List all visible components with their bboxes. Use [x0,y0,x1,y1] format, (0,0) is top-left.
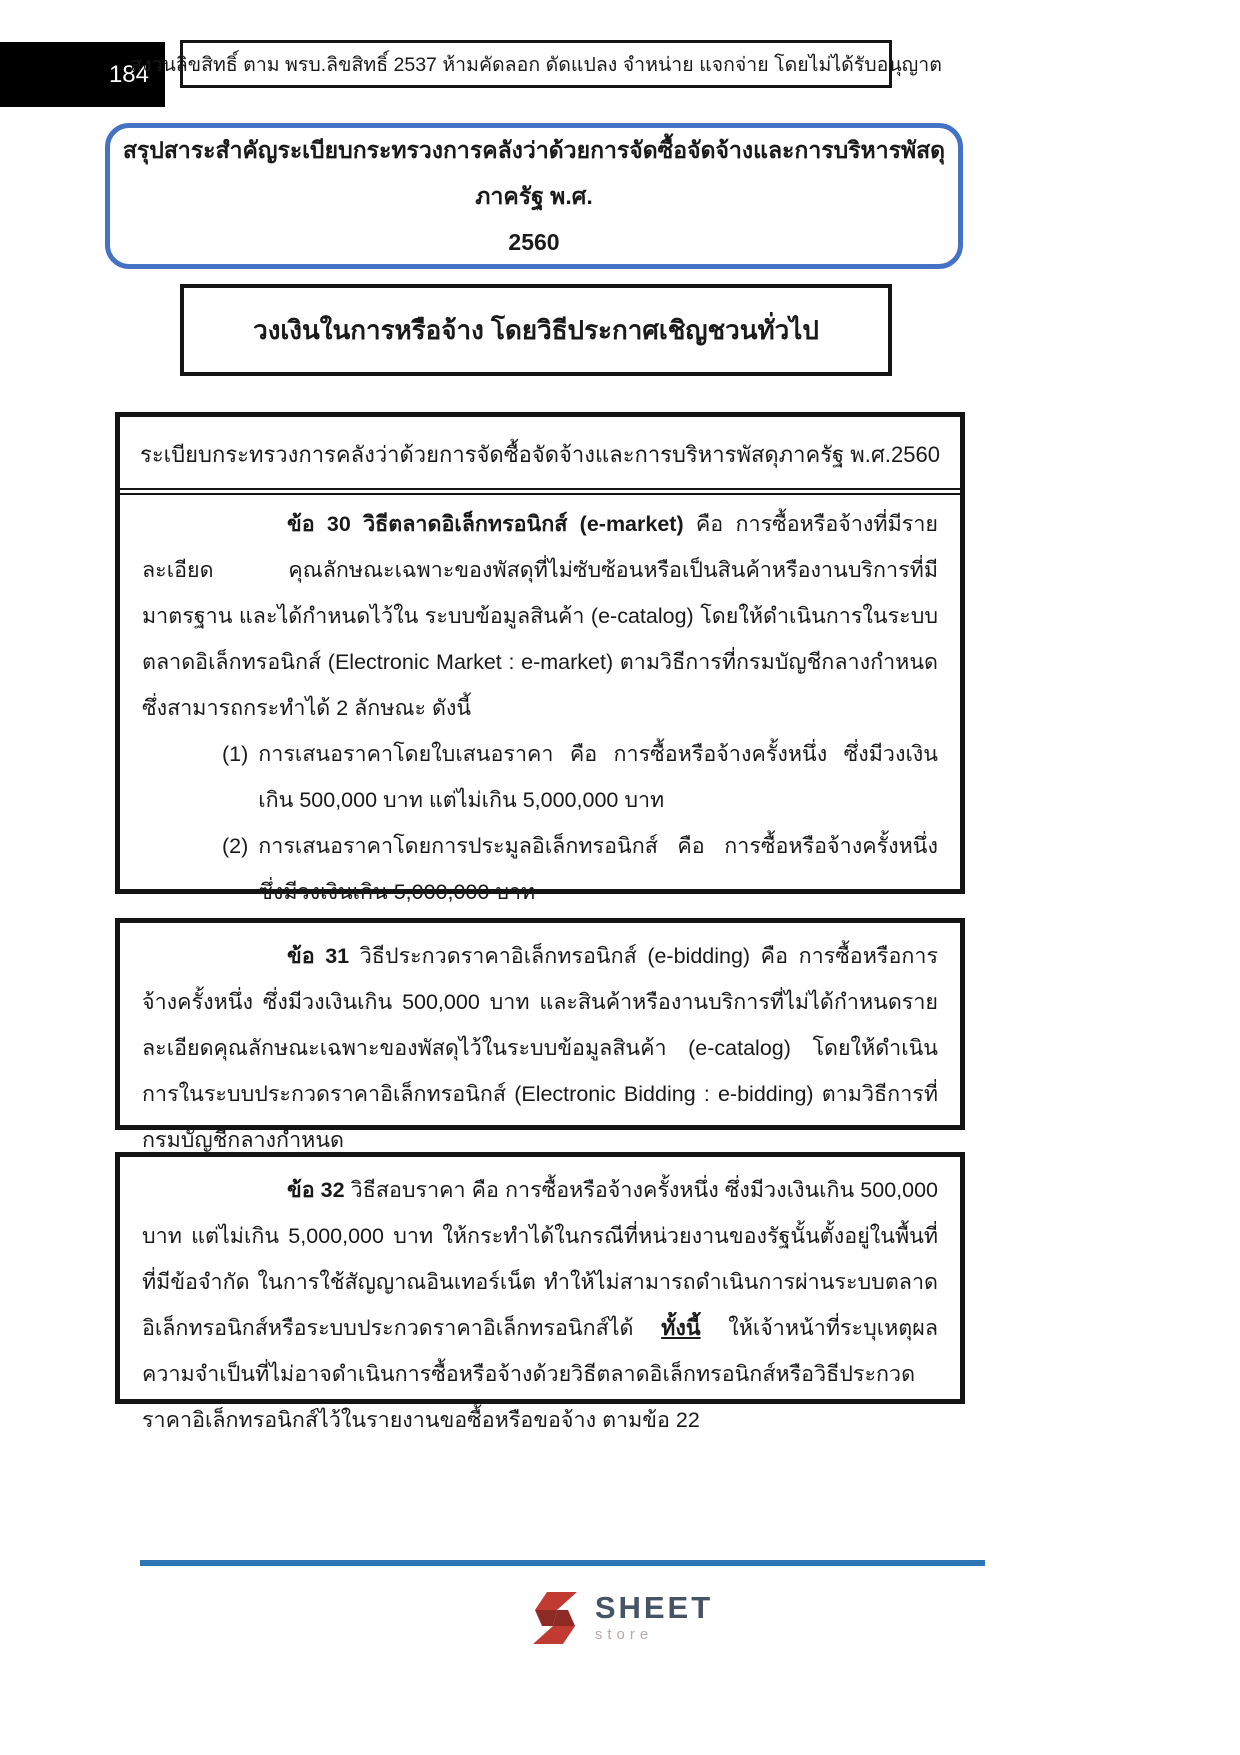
section-31-box [115,918,965,1152]
section-30-text: คือ การซื้อหรือจ้างที่มีรายละเอียด คุณลักษณะเฉพาะของพัสดุที่ไม่ซับซ้อนหรือเป็นสินค้าหรืองานบริการที่มีมาตรฐาน และได้กำหนดไว้ใน ระบบข้อมูลสินค้า (e-catalog) โดยให้ดำเนินการในระบบตลาดอิเล็กทรอนิกส์ (Electronic Market : e-market) ตามวิธีการที่กรมบัญชีกลางกำหนด ซึ่งสามารถกระทำได้ 2 ลักษณะ ดังนี้ [142,512,938,720]
summary-title-line2: 2560 [508,229,560,255]
section-32-box [115,1152,965,1432]
logo-subtext: store [594,1626,654,1643]
section-30-paragraph [142,501,938,731]
section-31-body [120,923,960,1163]
section-32-lead: ข้อ 32 [287,1178,345,1202]
section-32-emphasis: ทั้งนี้ [661,1316,701,1340]
logo-wordmark: SHEET [594,1590,714,1625]
list-item [222,823,938,915]
section-30-lead: ข้อ 30 วิธีตลาดอิเล็กทรอนิกส์ (e-market) [287,512,684,536]
section-32-body [120,1157,960,1443]
page-number: 184 [108,60,149,88]
sheet-store-logo [0,1588,1240,1648]
topic-title-box [180,284,892,376]
section-30-box [115,412,965,904]
section-32-paragraph [142,1167,938,1443]
section-30-body [120,495,960,915]
section-30-list [142,731,938,915]
regulation-header: ระเบียบกระทรวงการคลังว่าด้วยการจัดซื้อจัดจ้างและการบริหารพัสดุภาครัฐ พ.ศ.2560 [120,417,960,495]
section-31-text: วิธีประกวดราคาอิเล็กทรอนิกส์ (e-bidding) คือ การซื้อหรือการจ้างครั้งหนึ่ง ซึ่งมีวงเงินเกิน 500,000 บาท และสินค้าหรืองานบริการที่ไม่ได้กำหนดรายละเอียดคุณลักษณะเฉพาะของพัสดุไว้ในระบบข้อมูลสินค้า (e-catalog) โดยให้ดำเนินการในระบบประกวดราคาอิเล็กทรอนิกส์ (Electronic Bidding : e-bidding) ตามวิธีการที่กรมบัญชีกลางกำหนด [142,944,938,1152]
logo-text-block [595,1592,713,1644]
section-32-text-after: ให้เจ้าหน้าที่ระบุเหตุผลความจำเป็นที่ไม่อาจดำเนินการซื้อหรือจ้างด้วยวิธีตลาดอิเล็กทรอนิกส์หรือวิธีประกวดราคาอิเล็กทรอนิกส์ไว้ในรายงานขอซื้อหรือขอจ้าง ตามข้อ 22 [142,1316,938,1432]
s-ribbon-icon [527,1588,583,1648]
footer-divider [140,1560,985,1566]
summary-title-box [105,123,963,269]
topic-title-text: วงเงินในการหรือจ้าง โดยวิธีประกาศเชิญชวนทั่วไป [253,314,819,345]
list-item-text: การเสนอราคาโดยการประมูลอิเล็กทรอนิกส์ คือ การซื้อหรือจ้างครั้งหนึ่ง ซึ่งมีวงเงินเกิน 5,000,000 บาท [258,834,938,904]
list-item [222,731,938,823]
copyright-notice-box [130,40,942,88]
section-31-lead: ข้อ 31 [287,944,350,968]
section-31-paragraph [142,933,938,1163]
summary-title-line1: สรุปสาระสำคัญระเบียบกระทรวงการคลังว่าด้วยการจัดซื้อจัดจ้างและการบริหารพัสดุภาครัฐ พ.ศ. [122,137,946,209]
copyright-text: สงวนลิขสิทธิ์ ตาม พรบ.ลิขสิทธิ์ 2537 ห้ามคัดลอก ดัดแปลง จำหน่าย แจกจ่าย โดยไม่ได้รับอนุญาต [130,53,942,76]
list-item-number: (1) [222,742,249,766]
list-item-number: (2) [222,834,249,858]
list-item-text: การเสนอราคาโดยใบเสนอราคา คือ การซื้อหรือจ้างครั้งหนึ่ง ซึ่งมีวงเงินเกิน 500,000 บาท แต่ไม่เกิน 5,000,000 บาท [258,742,938,812]
section-32-text-before: วิธีสอบราคา คือ การซื้อหรือจ้างครั้งหนึ่ง ซึ่งมีวงเงินเกิน 500,000 บาท แต่ไม่เกิน 5,000,000 บาท ให้กระทำได้ในกรณีที่หน่วยงานของรัฐนั้นตั้งอยู่ในพื้นที่ที่มีข้อจำกัด ในการใช้สัญญาณอินเทอร์เน็ต ทำให้ไม่สามารถดำเนินการผ่านระบบตลาดอิเล็กทรอนิกส์หรือระบบประกวดราคาอิเล็กทรอนิกส์ได้ [142,1178,939,1340]
